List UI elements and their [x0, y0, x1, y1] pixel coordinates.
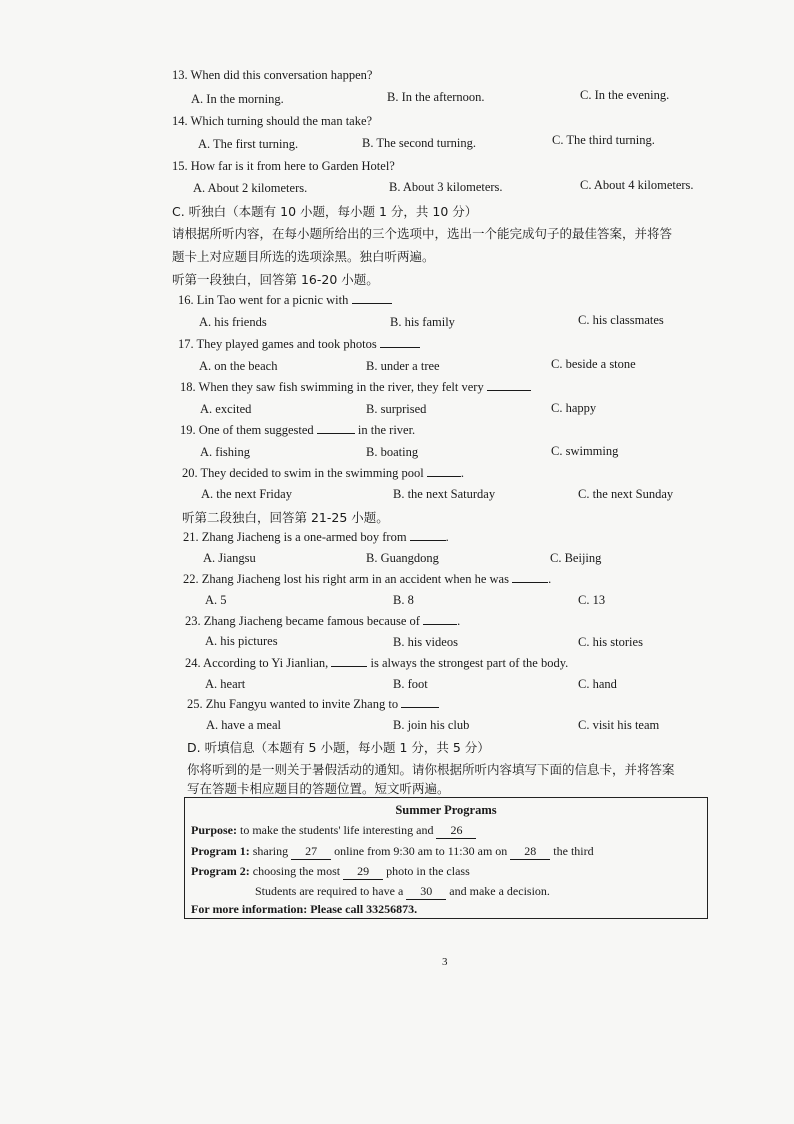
info-card-program-1: Program 1: sharing 27 online from 9:30 am to 11:30 am on 28 the third — [191, 844, 594, 858]
info-card-more-info: For more information: Please call 33256873. — [191, 902, 418, 916]
question-16: 16. Lin Tao went for a picnic with — [178, 293, 392, 308]
section-d-instruction-line2: 写在答题卡相应题目的答题位置。短文听两遍。 — [187, 781, 450, 796]
q20-option-c: C. the next Sunday — [578, 487, 674, 501]
info-card-requirement: Students are required to have a 30 and make a decision. — [255, 884, 550, 898]
blank-28[interactable]: 28 — [510, 844, 550, 860]
q13-option-a: A. In the morning. — [191, 92, 284, 106]
question-22: 22. Zhang Jiacheng lost his right arm in an accident when he was . — [183, 572, 552, 586]
blank-30[interactable]: 30 — [406, 884, 446, 900]
q17-option-c: C. beside a stone — [551, 357, 636, 371]
q24-option-a: A. heart — [205, 677, 246, 691]
q25-option-c: C. visit his team — [578, 718, 660, 732]
q13-option-c: C. In the evening. — [580, 88, 670, 102]
q19-option-c: C. swimming — [551, 444, 619, 458]
q15-option-c: C. About 4 kilometers. — [580, 178, 694, 192]
question-19: 19. One of them suggested in the river. — [180, 423, 416, 437]
q14-option-c: C. The third turning. — [552, 133, 655, 147]
q18-option-a: A. excited — [200, 402, 252, 416]
section-c-part1-heading: 听第一段独白，回答第 16-20 小题。 — [172, 272, 379, 287]
section-c-instruction-line2: 题卡上对应题目所选的选项涂黑。独白听两遍。 — [172, 249, 435, 264]
q16-option-b: B. his family — [390, 315, 455, 329]
q23-option-b: B. his videos — [393, 635, 458, 649]
question-15: 15. How far is it from here to Garden Hotel? — [172, 159, 395, 173]
q22-option-c: C. 13 — [578, 593, 606, 607]
summer-programs-info-card — [184, 797, 708, 919]
section-c-part2-heading: 听第二段独白，回答第 21-25 小题。 — [182, 510, 389, 525]
section-c-instruction-line1: 请根据所听内容，在每小题所给出的三个选项中，选出一个能完成句子的最佳答案，并将答 — [172, 226, 673, 241]
question-18: 18. When they saw fish swimming in the river, they felt very — [180, 380, 531, 395]
q13-option-b: B. In the afternoon. — [387, 90, 485, 104]
q22-option-a: A. 5 — [205, 593, 227, 607]
info-card-program-2: Program 2: choosing the most 29 photo in the class — [191, 864, 470, 878]
q18-option-b: B. surprised — [366, 402, 427, 416]
q25-option-a: A. have a meal — [206, 718, 281, 732]
blank-26[interactable]: 26 — [436, 823, 476, 839]
blank-29[interactable]: 29 — [343, 864, 383, 880]
info-card-title: Summer Programs — [395, 803, 497, 817]
section-c-title: C. 听独白（本题有 10 小题，每小题 1 分，共 10 分） — [172, 204, 478, 219]
blank-27[interactable]: 27 — [291, 844, 331, 860]
question-13: 13. When did this conversation happen? — [172, 68, 373, 82]
q16-option-c: C. his classmates — [578, 313, 664, 327]
q17-option-a: A. on the beach — [199, 359, 278, 373]
q19-option-b: B. boating — [366, 445, 419, 459]
q22-option-b: B. 8 — [393, 593, 414, 607]
q15-option-b: B. About 3 kilometers. — [389, 180, 503, 194]
q21-option-b: B. Guangdong — [366, 551, 439, 565]
q25-option-b: B. join his club — [393, 718, 470, 732]
q24-option-b: B. foot — [393, 677, 428, 691]
q17-option-b: B. under a tree — [366, 359, 440, 373]
q24-option-c: C. hand — [578, 677, 617, 691]
q20-option-a: A. the next Friday — [201, 487, 292, 501]
question-21: 21. Zhang Jiacheng is a one-armed boy from . — [183, 530, 449, 544]
question-17: 17. They played games and took photos — [178, 337, 420, 352]
question-24: 24. According to Yi Jianlian, is always the strongest part of the body. — [185, 656, 569, 670]
q20-option-b: B. the next Saturday — [393, 487, 496, 501]
question-25: 25. Zhu Fangyu wanted to invite Zhang to — [187, 697, 439, 712]
question-23: 23. Zhang Jiacheng became famous because of . — [185, 614, 461, 628]
q18-option-c: C. happy — [551, 401, 597, 415]
section-d-title: D. 听填信息（本题有 5 小题，每小题 1 分，共 5 分） — [187, 740, 490, 755]
page-number: 3 — [442, 956, 448, 968]
q19-option-a: A. fishing — [200, 445, 250, 459]
q14-option-a: A. The first turning. — [198, 137, 299, 151]
section-d-instruction-line1: 你将听到的是一则关于暑假活动的通知。请你根据所听内容填写下面的信息卡，并将答案 — [187, 762, 675, 777]
q21-option-c: C. Beijing — [550, 551, 602, 565]
q21-option-a: A. Jiangsu — [203, 551, 256, 565]
q23-option-a: A. his pictures — [205, 634, 278, 648]
question-14: 14. Which turning should the man take? — [172, 114, 373, 128]
q14-option-b: B. The second turning. — [362, 136, 476, 150]
info-card-purpose: Purpose: to make the students' life interesting and 26 — [191, 823, 476, 839]
q15-option-a: A. About 2 kilometers. — [193, 181, 308, 195]
question-20: 20. They decided to swim in the swimming pool . — [182, 466, 465, 480]
q23-option-c: C. his stories — [578, 635, 643, 649]
q16-option-a: A. his friends — [199, 315, 267, 329]
